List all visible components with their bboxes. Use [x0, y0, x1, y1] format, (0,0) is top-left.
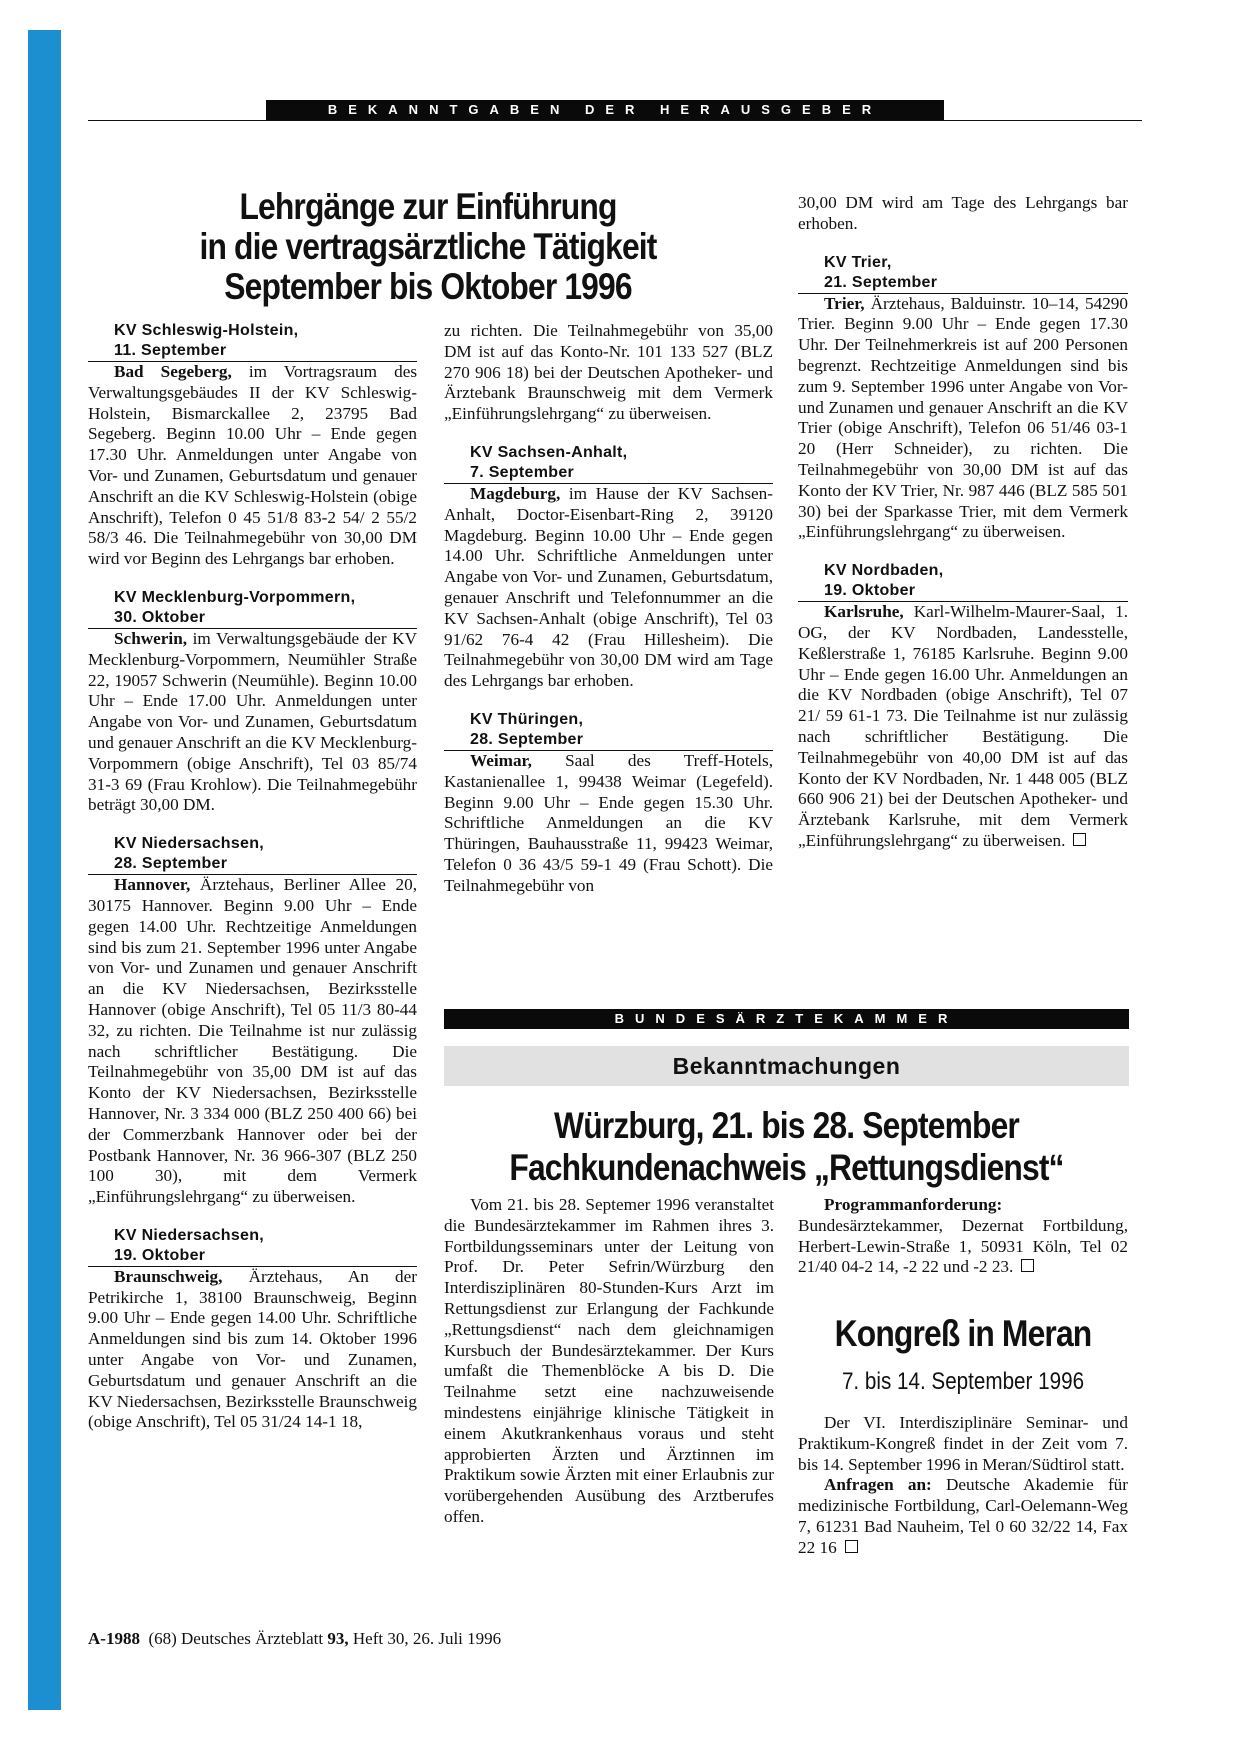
bundesaerztekammer-banner: BUNDESÄRZTEKAMMER [444, 1009, 1129, 1029]
place: Bad Segeberg, [114, 362, 232, 381]
section-body: im Verwaltungsgebäude der KV Mecklenburg-Vorpommern, Neumühler Straße 22, 19057 Schwerin (Neumühle). Beginn 10.00 Uhr – Ende 17.00 Uhr. Anmeldungen unter Angabe von Vor- und Zunamen, Geburtsdatum und genauer Anschrift an die KV Mecklenburg-Vorpommern (obige Anschrift), Tel 03 85/74 31-3 69 (Frau Krohlow). Die Teilnahmegebühr beträgt 30,00 DM. [88, 628, 417, 815]
article-title-line-1: Lehrgänge zur Einführung [239, 186, 617, 227]
place: Schwerin, [114, 628, 188, 648]
section-niedersachsen-hannover [88, 834, 417, 1208]
place: Karlsruhe, [824, 602, 904, 622]
section-date: 28. September [444, 730, 773, 751]
place: Braunschweig, [114, 1266, 223, 1286]
section-trier [798, 253, 1128, 544]
section-heading: KV Schleswig-Holstein, [114, 322, 299, 339]
section-heading: KV Niedersachsen, [114, 835, 265, 853]
place: Hannover, [114, 875, 191, 895]
section-niedersachsen-braunschweig [88, 1226, 417, 1433]
section-heading: KV Mecklenburg-Vorpommern, [114, 588, 356, 606]
section-thueringen [444, 710, 773, 897]
footer-issue: Heft 30, 26. Juli 1996 [348, 1629, 502, 1648]
article-title-line-3: September bis Oktober 1996 [224, 266, 632, 307]
wuerzburg-body [444, 1195, 774, 1528]
page-footer [88, 1629, 501, 1649]
section-body: Karl-Wilhelm-Maurer-Saal, 1. OG, der KV Nordbaden, Landesstelle, Keßlerstraße 1, 76185 Karlsruhe. Beginn 9.00 Uhr – Ende gegen 16.00 Uhr. Anmeldungen an die KV Nordbaden (obige Anschrift), Tel 07 21/ 59 61-1 73. Die Teilnahme ist nur zulässig nach schriftlicher Bestätigung. Die Teilnahmegebühr von 40,00 DM ist auf das Konto der KV Nordbaden, Nr. 1 448 005 (BLZ 660 906 21) bei der Deutschen Apotheker- und Ärztebank Karlsruhe, mit dem Vermerk „Einführungslehrgang“ zu überweisen. [798, 602, 1128, 850]
wuerzburg-title-line-1: Würzburg, 21. bis 28. September [554, 1105, 1019, 1146]
wuerzburg-text: Vom 21. bis 28. Septemer 1996 veranstaltet die Bundesärztekammer im Rahmen ihres 3. Fortbildungsseminars unter der Leitung von Prof. Dr. Peter Sefrin/Würzburg den Interdisziplinären 80-Stunden-Kurs Arzt im Rettungsdienst zur Erlangung der Fachkunde „Rettungsdienst“ nach dem gleichnamigen Kursbuch der Bundesärztekammer. Der Kurs umfaßt die Themenblöcke A bis D. Die Teilnahme setzt eine nachzuweisende mindestens einjährige klinische Tätigkeit in einem Akutkrankenhaus voraus und steht approbierten Ärzten und Ärztinnen im Praktikum sowie Ärzten mit einer Erlaubnis zur vorübergehenden Ausübung des Arztberufes offen. [444, 1195, 774, 1526]
section-date: 7. September [444, 463, 773, 484]
kongress-text: Der VI. Interdisziplinäre Seminar- und Praktikum-Kongreß findet in der Zeit vom 7. bis 14. September 1996 in Meran/Südtirol statt. [798, 1413, 1128, 1474]
section-continuation: zu richten. Die Teilnahmegebühr von 35,00 DM ist auf das Konto-Nr. 101 133 527 (BLZ 270 906 18) bei der Deutschen Apotheker- und Ärztebank Braunschweig mit dem Vermerk „Einführungslehrgang“ zu überweisen. [444, 321, 773, 424]
section-continuation: 30,00 DM wird am Tage des Lehrgangs bar erhoben. [798, 193, 1128, 233]
column-3 [798, 193, 1128, 852]
section-body: Ärztehaus, An der Petrikirche 1, 38100 Braunschweig, Beginn 9.00 Uhr – Ende gegen 14.00 Uhr. Schriftliche Anmeldungen sind bis zum 14. Oktober 1996 unter Angabe von Vor- und Zunamen, Geburtsdatum und genauer Anschrift an die KV Niedersachsen, Bezirksstelle Braunschweig (obige Anschrift), Tel 05 31/24 14-1 18, [88, 1266, 418, 1432]
column-1 [88, 321, 417, 1433]
section-date: 11. September [88, 341, 417, 362]
section-schleswig-holstein [88, 321, 417, 570]
wuerzburg-title-line-2: Fachkundenachweis „Rettungsdienst“ [509, 1147, 1064, 1188]
wuerzburg-title [492, 1105, 1081, 1189]
footer-journal: (68) Deutsches Ärzteblatt [148, 1629, 328, 1648]
column-2 [444, 321, 773, 897]
section-body: Ärztehaus, Berliner Allee 20, 30175 Hannover. Beginn 9.00 Uhr – Ende gegen 14.00 Uhr. Rechtzeitige Anmeldungen sind bis zum 21. September 1996 unter Angabe von Vor- und Zunamen und genauer Anschrift an die KV Niedersachsen, Bezirksstelle Hannover (obige Anschrift), Tel 05 11/3 80-44 32, zu richten. Die Teilnahme ist nur zulässig nach schriftlicher Bestätigung. Die Teilnahmegebühr von 35,00 DM ist auf das Konto der KV Niedersachsen, Bezirksstelle Hannover, Nr. 3 334 000 (BLZ 250 400 66) bei der Commerzbank Hannover oder bei der Postbank Hannover, Nr. 36 966-307 (BLZ 250 100 30), mit dem Vermerk „Einführungslehrgang“ zu überweisen. [88, 875, 417, 1207]
header-rule [88, 120, 1142, 121]
end-mark-icon [845, 1540, 858, 1553]
section-body: im Vortragsraum des Verwaltungsgebäudes II der KV Schleswig-Holstein, Bismarckallee 2, 23795 Bad Segeberg. Beginn 10.00 Uhr – Ende gegen 17.30 Uhr. Anmeldungen unter Angabe von Vor- und Zunamen, Geburtsdatum und genauer Anschrift an die KV Schleswig-Holstein (obige Anschrift), Telefon 0 45 51/8 83-2 54/ 2 55/2 58/3 46. Die Teilnahmegebühr von 30,00 DM wird vor Beginn des Lehrgangs bar erhoben. [88, 362, 418, 569]
section-banner: BEKANNTGABEN DER HERAUSGEBER [266, 100, 944, 120]
bekanntmachungen-bar: Bekanntmachungen [444, 1046, 1129, 1086]
section-body: Ärztehaus, Balduinstr. 10–14, 54290 Trier. Beginn 9.00 Uhr – Ende gegen 17.30 Uhr. Der Teilnehmerkreis ist auf 200 Personen begrenzt. Rechtzeitige Anmeldungen sind bis zum 9. September 1996 unter Angabe von Vor- und Zunamen und genauer Anschrift an die KV Trier (obige Anschrift), Telefon 06 51/46 03-1 20 (Herr Schneider), zu richten. Die Teilnahmegebühr von 30,00 DM ist auf das Konto der KV Trier, Nr. 987 446 (BLZ 585 501 30) bei der Sparkasse Trier, mit dem Vermerk „Einführungslehrgang“ zu überweisen. [798, 293, 1128, 542]
place: Magdeburg, [470, 483, 561, 503]
article-title [146, 187, 710, 307]
page-number: A-1988 [88, 1629, 140, 1648]
section-date: 19. Oktober [88, 1246, 417, 1267]
kongress-contact-text: Deutsche Akademie für medizinische Fortbildung, Carl-Oelemann-Weg 7, 61231 Bad Nauheim, Tel 0 60 32/22 14, Fax 22 16 [798, 1475, 1128, 1557]
section-body: Saal des Treff-Hotels, Kastanienallee 1, 99438 Weimar (Legefeld). Beginn 9.00 Uhr – Ende gegen 15.30 Uhr. Schriftliche Anmeldungen an die KV Thüringen, Bauhausstraße 11, 99423 Weimar, Telefon 0 36 43/5 59-1 49 (Frau Schott). Die Teilnahmegebühr von [444, 750, 773, 895]
section-heading: KV Sachsen-Anhalt, [470, 443, 628, 461]
section-heading: KV Niedersachsen, [114, 1226, 265, 1244]
programm-text: Bundesärztekammer, Dezernat Fortbildung, Herbert-Lewin-Straße 1, 50931 Köln, Tel 02 21/40 04-2 14, -2 22 und -2 23. [798, 1215, 1128, 1277]
end-mark-icon [1021, 1259, 1034, 1272]
kongress-body [798, 1413, 1128, 1559]
place: Trier, [824, 293, 865, 313]
section-heading: KV Thüringen, [470, 710, 584, 728]
footer-volume: 93, [327, 1629, 349, 1648]
blue-margin-bar [28, 30, 61, 1710]
section-heading: KV Nordbaden, [824, 562, 944, 580]
section-heading: KV Trier, [824, 253, 892, 271]
end-mark-icon [1073, 833, 1086, 846]
section-date: 21. September [798, 273, 1128, 294]
programm-block [798, 1195, 1128, 1278]
section-date: 19. Oktober [798, 581, 1128, 602]
kongress-title: Kongreß in Meran [834, 1313, 1092, 1354]
place: Weimar, [470, 750, 532, 770]
kongress-subtitle: 7. bis 14. September 1996 [841, 1368, 1085, 1395]
section-body: im Hause der KV Sachsen-Anhalt, Doctor-Eisenbart-Ring 2, 39120 Magdeburg. Beginn 10.00 Uhr – Ende gegen 14.00 Uhr. Schriftliche Anmeldungen unter Angabe von Vor- und Zunamen, Geburtsdatum, genauer Anschrift und Telefonnummer an die KV Sachsen-Anhalt (obige Anschrift), Tel 03 91/62 76-4 42 (Frau Hillesheim). Die Teilnahmegebühr von 30,00 DM wird am Tage des Lehrgangs bar erhoben. [444, 483, 773, 691]
section-mecklenburg-vorpommern [88, 588, 417, 816]
section-sachsen-anhalt [444, 443, 773, 692]
section-nordbaden [798, 561, 1128, 852]
section-date: 28. September [88, 854, 417, 875]
section-date: 30. Oktober [88, 608, 417, 629]
article-title-line-2: in die vertragsärztliche Tätigkeit [199, 226, 657, 267]
kongress-contact-lead: Anfragen an: [824, 1475, 932, 1495]
programm-lead: Programmanforderung: [824, 1195, 1003, 1214]
